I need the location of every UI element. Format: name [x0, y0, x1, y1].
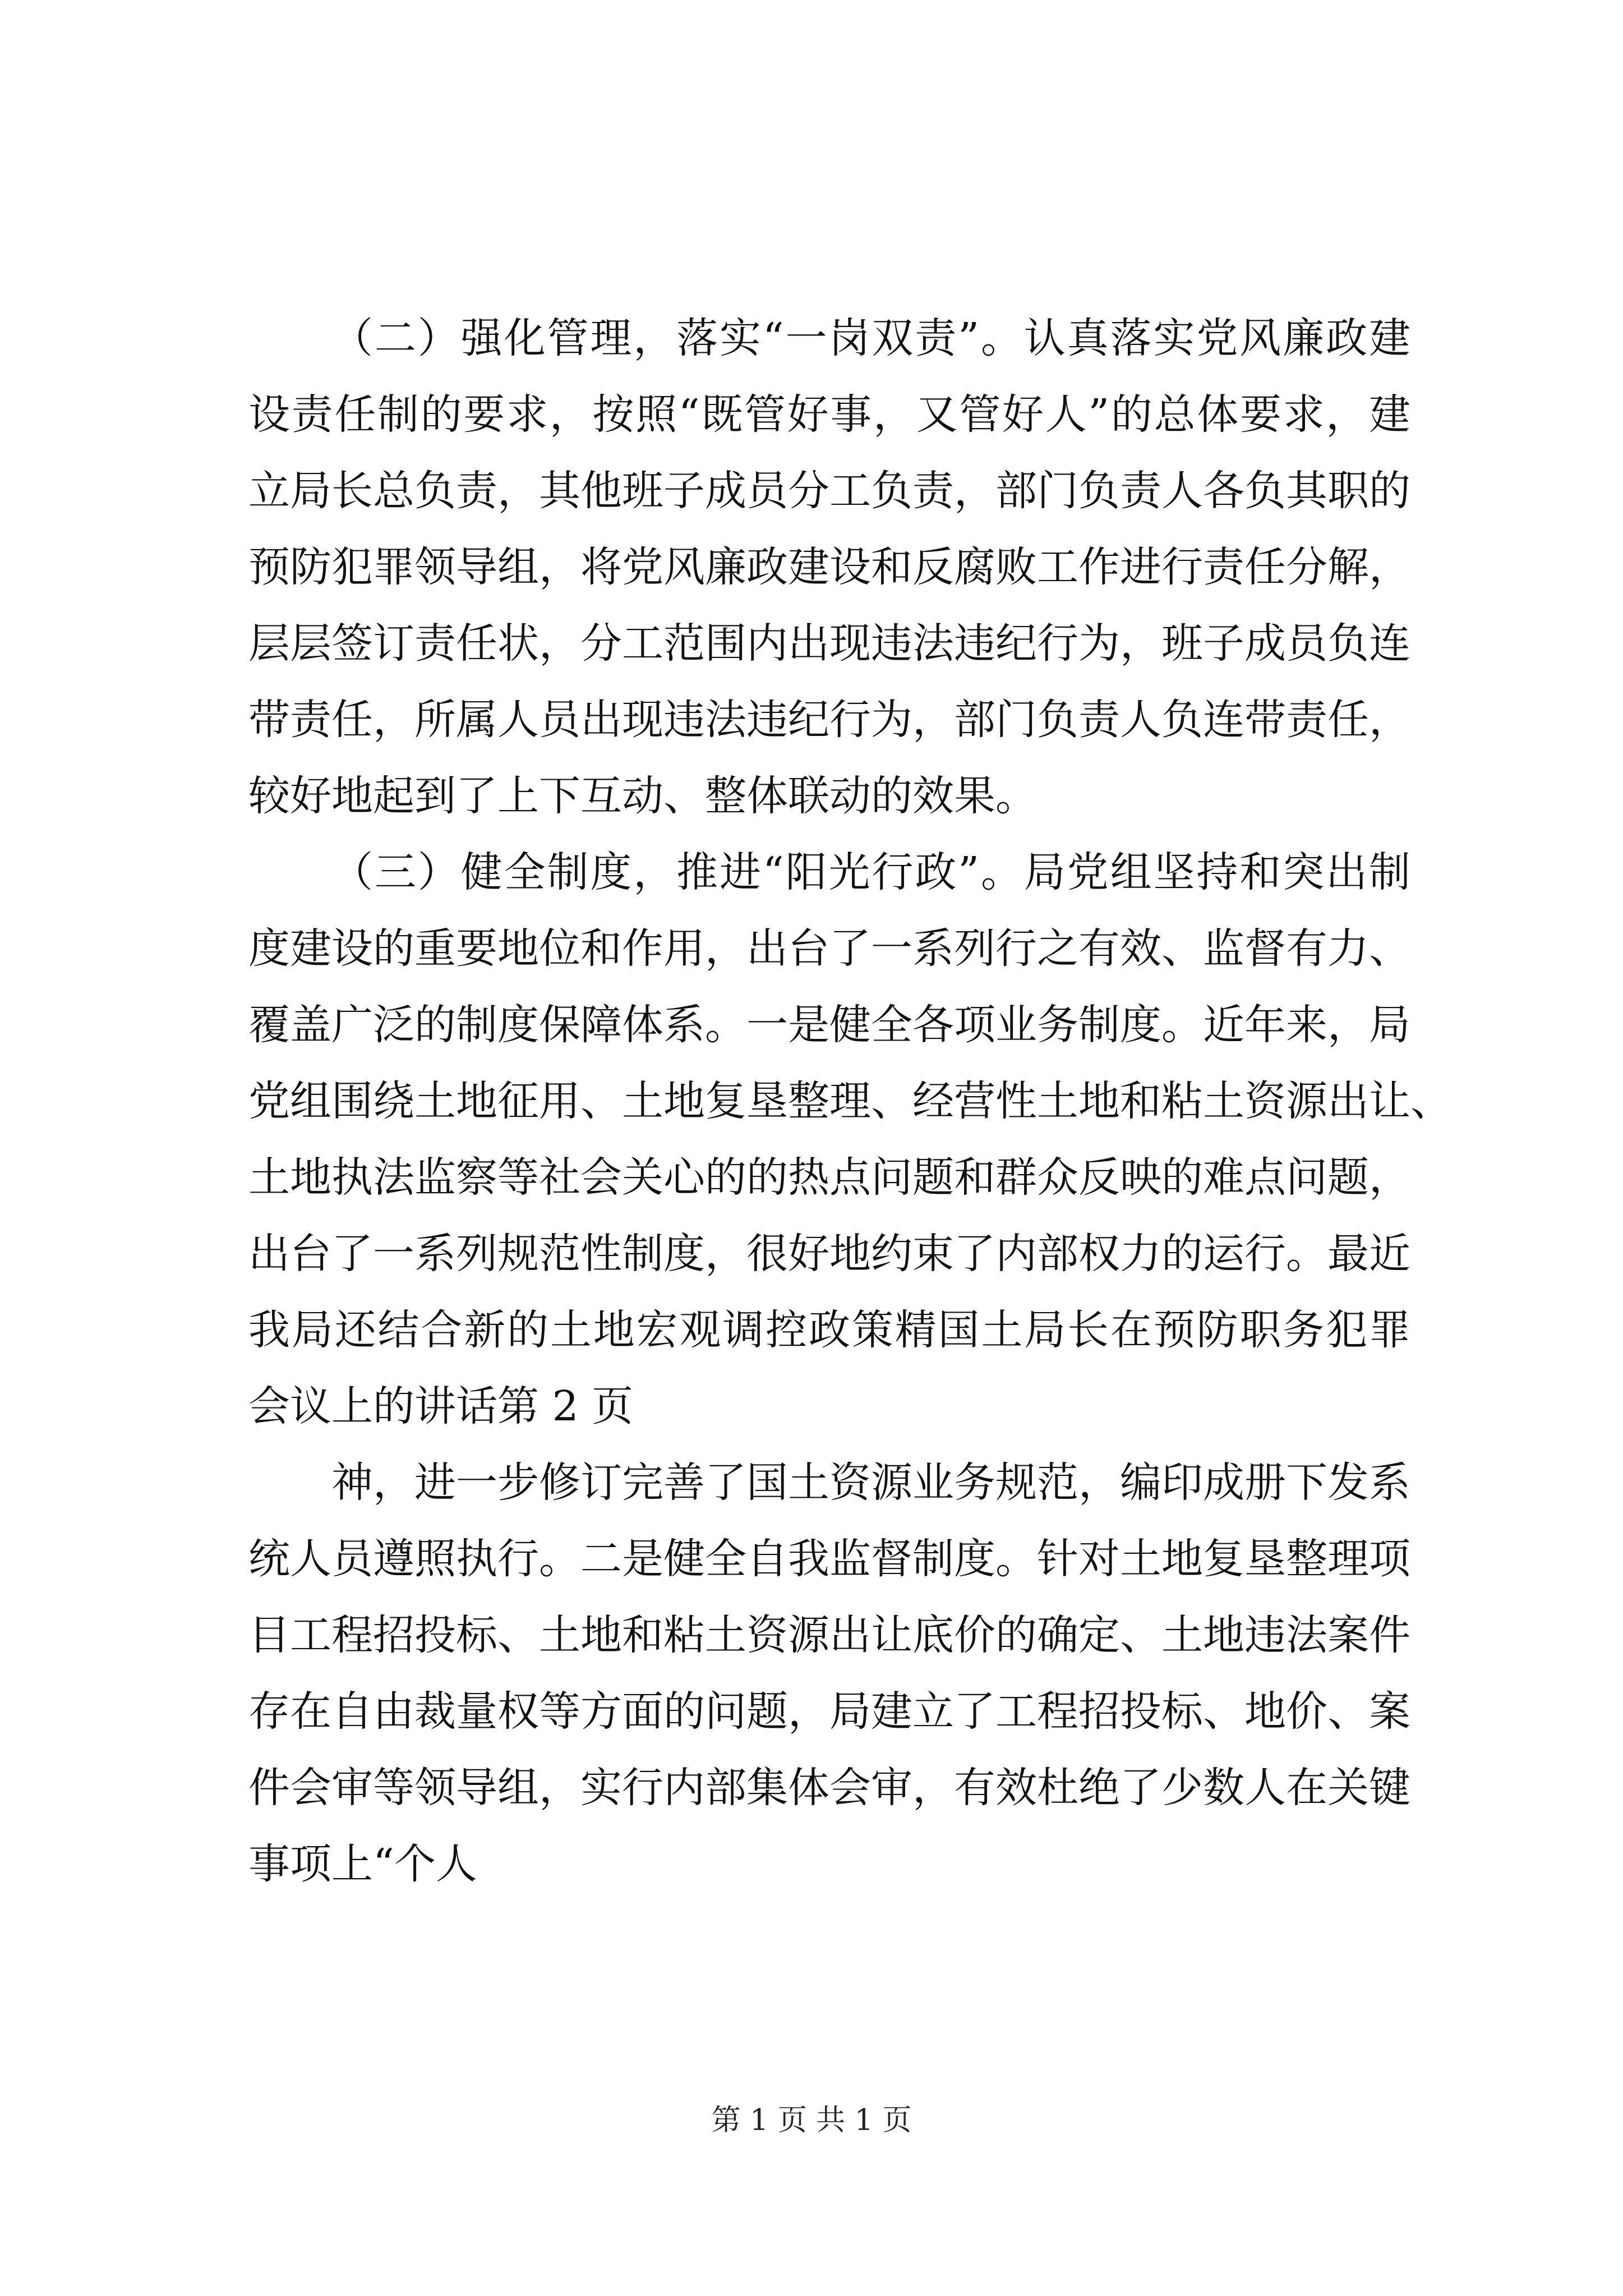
text-line: 土地执法监察等社会关心的的热点问题和群众反映的难点问题， — [248, 1153, 1410, 1202]
text-line: 覆盖广泛的制度保障体系。一是健全各项业务制度。近年来，局 — [248, 1001, 1410, 1049]
paragraph-3 — [248, 834, 1452, 1444]
text-line: 较好地起到了上下互动、整体联动的效果。 — [248, 772, 1037, 820]
text-line: 神，进一步修订完善了国土资源业务规范，编印成册下发系 — [331, 1458, 1410, 1507]
text-line: 预防犯罪领导组，将党风廉政建设和反腐败工作进行责任分解， — [248, 543, 1410, 591]
text-line: 件会审等领导组，实行内部集体会审，有效杜绝了少数人在关键 — [248, 1764, 1410, 1812]
text-line: 目工程招投标、土地和粘土资源出让底价的确定、土地违法案件 — [248, 1611, 1410, 1659]
text-line: 度建设的重要地位和作用，出台了一系列行之有效、监督有力、 — [248, 924, 1410, 973]
document-body — [248, 300, 1452, 1902]
text-line: 统人员遵照执行。二是健全自我监督制度。针对土地复垦整理项 — [248, 1535, 1410, 1583]
text-line: 出台了一系列规范性制度，很好地约束了内部权力的运行。最近 — [248, 1230, 1410, 1278]
text-line: 设责任制的要求，按照“既管好事，又管好人”的总体要求，建 — [248, 390, 1410, 439]
page-number: 第 1 页 共 1 页 — [711, 2104, 912, 2137]
text-line: 存在自由裁量权等方面的问题，局建立了工程招投标、地价、案 — [248, 1687, 1410, 1736]
text-line: 我局还结合新的土地宏观调控政策精国土局长在预防职务犯罪 — [248, 1306, 1410, 1354]
paragraph-2 — [248, 300, 1410, 834]
text-line: 事项上“个人 — [248, 1840, 477, 1888]
text-line: 党组围绕土地征用、土地复垦整理、经营性土地和粘土资源出让、 — [248, 1077, 1452, 1125]
text-line: 层层签订责任状，分工范围内出现违法违纪行为，班子成员负连 — [248, 619, 1410, 668]
text-line: （三）健全制度，推进“阳光行政”。局党组坚持和突出制 — [331, 848, 1410, 896]
paragraph-continued — [248, 1444, 1410, 1902]
text-line: 立局长总负责，其他班子成员分工负责，部门负责人各负其职的 — [248, 467, 1410, 515]
text-line: 会议上的讲话第 2 页 — [248, 1382, 634, 1430]
text-line: 带责任，所属人员出现违法违纪行为，部门负责人负连带责任， — [248, 696, 1410, 744]
text-line: （二）强化管理，落实“一岗双责”。认真落实党风廉政建 — [331, 314, 1410, 362]
page-footer — [0, 2101, 1623, 2140]
